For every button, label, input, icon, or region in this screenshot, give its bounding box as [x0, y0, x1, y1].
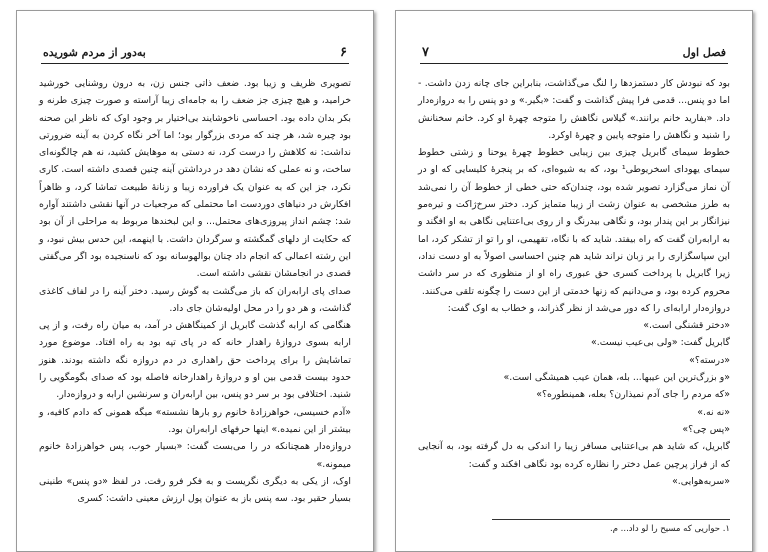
- paragraph: هنگامی که ارابه گذشت گابریل از کمینگاهش در آمد، به میان راه رفت، و از پی ارابه بسوی دروازهٔ راهدار خانه که در پای تپه بود به راه افتاد. موضوع مورد تماشایش را برای پرداخت حق راهداری در دم دروازه نگه داشته بودند. هنوز حدود بیست قدمی بین او و دروازهٔ راهدارخانه فاصله بود که صدای بگومگویی را شنید. اختلافی بود بر سر دو پنس، بین ارابه‌ران و سرنشین ارابه و دروازه‌دار.: [39, 320, 351, 401]
- dialogue-line: «دختر قشنگی است.»: [643, 320, 730, 332]
- footnote: ۱. حواریی که مسیح را لو داد... م.: [610, 524, 730, 534]
- paragraph: دروازه‌دار ارابه‌ای را که دور می‌شد از نظر گذراند، و خطاب به اوک گفت:: [447, 302, 730, 314]
- page-header: [420, 43, 728, 64]
- page-body: [39, 75, 351, 507]
- footnote-rule: [492, 519, 730, 520]
- running-title: بەدور از مردم شوریده: [43, 46, 146, 59]
- right-page: [395, 10, 753, 552]
- page-number: ۷: [422, 45, 429, 60]
- dialogue-line: «سربه‌هوایی.»: [672, 475, 730, 487]
- paragraph: خطوط سیمای گابریل چیزی بین زیبایی خطوط چهرهٔ یوحنا و زشتی خطوط سیمای یهودای اسخریوطی¹ بود، که به شیوه‌ای، که بر پنجرهٔ کلیسایی که او در آن نماز می‌گزارد تصویر شده بود، چندان‌که حتی خطی از خطوط آن را نمی‌شد به طرز مشخصی به عنوان زشت از زیبا متمایز کرد. دختر سرخ‌ژاکت و تیره‌مو نیزانگار بر این پندار بود، و نگاهی بیدرنگ و از روی بی‌اعتنایی نگاهی به او افگند و به ارابه‌ران گفت که راه بیفتد. شاید که با نگاه، تقهیمی، او را تو از تشکر کرد، اما این سپاسگزاری را بر زبان نراند شاید هم چنین احساسی اصولاً به او دست نداد، زیرا گابریل با پرداخت کسری حق عبوری راه او از منظوری که در سر داشت محروم کرده بود، و می‌دانیم که زنها خدمتی از این دست را چگونه تلقی می‌کنند.: [418, 147, 731, 297]
- paragraph: بود که نبودش کار دستمزدها را لنگ می‌گذاشت، بنابراین جای چانه زدن داشت. - اما دو پنس... قدمی فرا پیش گذاشت و گفت: «بگیر.» و دو پنس را به دروازه‌دار داد. «بفارید خانم برانند.» گیلاس نگاهش را متوجه چهرهٔ او کرد. خانم سخنانش را شنید و نگاهش را متوجه پایین و چهرهٔ اوکرد.: [418, 78, 730, 141]
- dialogue-line: «آدم خسیسی، خواهرزادهٔ خانوم رو بارها نشسته» میگه همونی که دادم کافیه، و بیشتر از این نمیده.» اینها حرفهای ارابه‌ران بود.: [39, 406, 351, 435]
- dialogue-line: «که مردم را جای آدم نمیذارن؟ بعله، همینطوره؟»: [536, 389, 730, 401]
- running-title: فصل اول: [682, 46, 726, 59]
- page-header: [41, 43, 349, 64]
- page-number: ۶: [340, 45, 347, 60]
- page-body: [418, 75, 730, 490]
- paragraph: تصویری ظریف و زیبا بود. ضعف ذاتی جنس زن، به درون روشنایی خورشید خرامید، و هیچ چیزی جز ضعف را به جامه‌ای زیبا آراسته و صورت چیزی طرنه و بکر بدان داده بود. احساسی ناخوشایند بی‌اختیار بر وجود اوک که ناظر این صحنه بود چیره شد، هر چند که مردی بزرگوار بود؛ اما آخر نگاه کردن به آینه ضرورتی نداشت: نه کلاهش را درست کرد، نه دستی به موهایش کشید، نه هم چالگونه‌ای ساخت، و نه عملی که نشان دهد در درداشتن آینه چنین قصدی داشته است. کاری نکرد، جز این که به عنوان یک فراورده زیبا و زنانهٔ طبیعت تماشا کرد، و ظاهراً افکارش در دنیاهای دوردست اما محتملی که مرجعیات در آنها نقشی داشتند آواره شد: چشم انداز پیروزی‌های محتمل... و این لبخندها مربوط به مراحلی از آن بود که حکایت از دلهای گمگشته و سرگردان داشت. با اینهمه، این حدس بیش نبود، و این رشته اعمالی که انجام داد چنان بوالهوسانه بود که ناسنجیده بود اگر می‌گفتی قصدی در انجامشان نقشی داشته است.: [39, 78, 351, 280]
- dialogue-line: «پس چی؟»: [682, 423, 730, 435]
- dialogue-line: «نه نه.»: [697, 406, 730, 418]
- paragraph: گابریل، که شاید هم بی‌اعتنایی مسافر زیبا را اندکی به دل گرفته بود، به آنجایی که از فراز پرچین عمل دختر را نظاره کرده بود نگاهی افکند و گفت:: [418, 441, 730, 470]
- dialogue-line: دروازه‌دار همچنانکه در را می‌بست گفت: «بسیار خوب، پس خواهرزادهٔ خانوم میمونه.»: [39, 441, 351, 470]
- left-page: [16, 10, 374, 552]
- dialogue-line: «درسته؟»: [689, 354, 730, 366]
- paragraph: صدای پای ارابه‌ران که باز می‌گشت به گوش رسید. دختر آینه را در لفاف کاغذی گذاشت، و هر دو را در محل اولیه‌شان جای داد.: [39, 285, 351, 314]
- dialogue-line: اوک، از یکی به دیگری نگریست و به فکر فرو رفت. در لفظ «دو پنس» طنینی بسیار حقیر بود. سه پنس باز به عنوان پول ارزش معینی داشت: کسری: [39, 475, 351, 505]
- dialogue-line: گابریل گفت: «ولی بی‌عیب نیست.»: [590, 337, 730, 349]
- dialogue-line: «و بزرگ‌ترین این عیبها... بله، همان عیب همیشگی است.»: [503, 372, 730, 384]
